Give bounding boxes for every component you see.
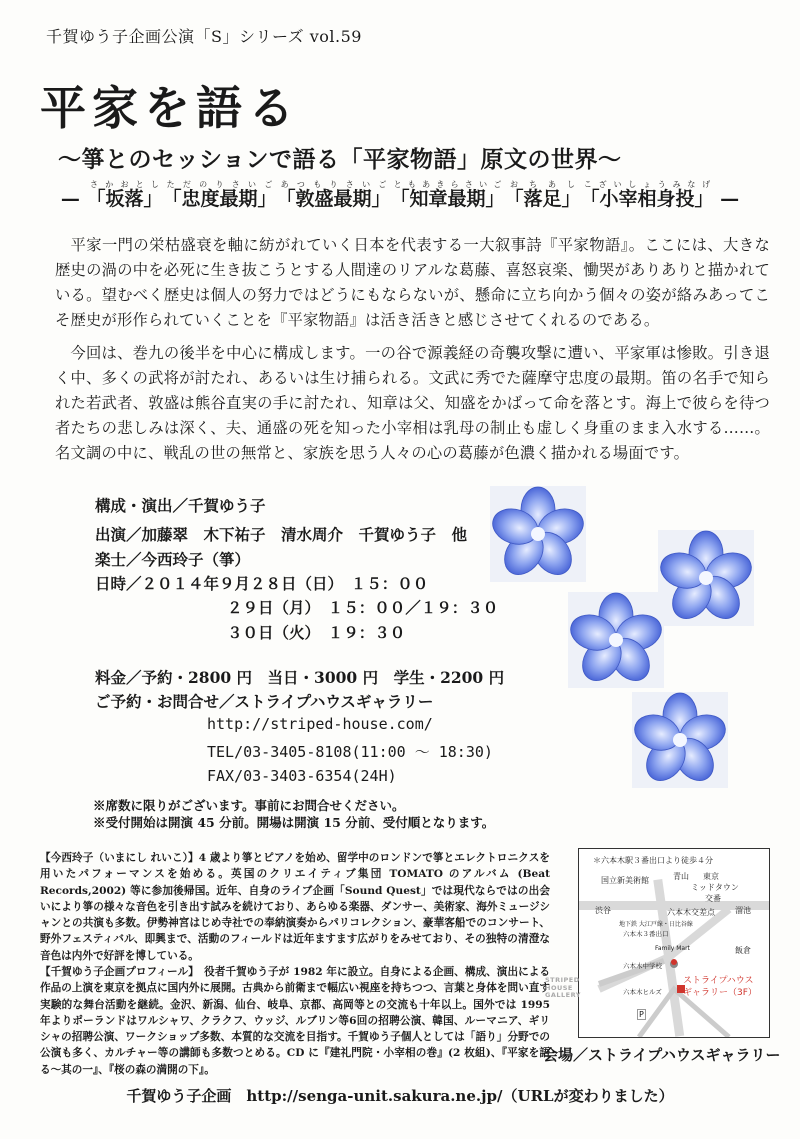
page-subtitle: ～箏とのセッションで語る「平家物語」原文の世界～ [58, 146, 622, 173]
flower-tile [630, 692, 730, 788]
contact-line: ご予約・お問合せ／ストライプハウスギャラリー [95, 692, 434, 711]
fax-number: FAX/03-3403-6354(24H) [207, 767, 397, 785]
venue-label: 会場／ストライプハウスギャラリー [543, 1046, 781, 1064]
flower-tile [656, 530, 756, 626]
gallery-logo: STRIPED HOUSE GALLERY [545, 976, 581, 999]
map-note: ＊六本木駅３番出口より徒歩４分 [593, 856, 713, 865]
chapter-item: 「坂落」さかおとし [86, 180, 163, 210]
chapter-list [0, 180, 800, 211]
flower-tile [488, 486, 588, 582]
chapter-item: 「落足」おちあし [504, 180, 581, 210]
chapters-dash-right: — [720, 188, 740, 210]
parking-icon: P [639, 1010, 644, 1019]
musician-line: 楽士／今西玲子（箏） [95, 550, 251, 569]
composition-line: 構成・演出／千賀ゆう子 [95, 496, 266, 515]
chapter-item: 「敦盛最期」あつもりさいご [276, 180, 391, 210]
seating-note: ※席数に限りがございます。事前にお問合せください。 [93, 798, 405, 813]
cast-line: 出演／加藤翠 木下祐子 清水周介 千賀ゆう子 他 [95, 525, 468, 544]
date-line-1: 日時／２０１４年９月２８日（日） １５：００ [95, 574, 429, 593]
program-paragraph: 今回は、巻九の後半を中心に構成します。一の谷で源義経の奇襲攻撃に遭い、平家軍は惨敗。引き退く中、多くの武将が討たれ、あるいは生け捕られる。文武に秀でた薩摩守忠度の最期。笛の名手で知られた若武者、敦盛は熊谷直実の手に討たれ、知章は父、知盛をかばって命を落とす。海上で彼らを待つ者たちの悲しみは深く、夫、通盛の死を知った小宰相は乳母の制止も虚しく身重のまま入水する……。名文調の中に、戦乱の世の無常と、家族を思う人々の心の葛藤が色濃く描かれる場面です。 [55, 344, 770, 462]
phone-number: TEL/03-3405-8108(11:00 ～ 18:30) [207, 743, 493, 761]
website-link[interactable]: http://striped-house.com/ [207, 715, 433, 733]
chapter-item: 「知章最期」ともあきらさいご [390, 180, 505, 210]
flower-tile [566, 592, 666, 688]
page-title: 平家を語る [40, 81, 300, 135]
intro-paragraph: 平家一門の栄枯盛衰を軸に紡がれていく日本を代表する一大叙事詩『平家物語』。ここには、大きな歴史の渦の中を必死に生き抜こうとする人間達のリアルな葛藤、喜怒哀楽、慟哭がありありと描かれている。望むべく歴史は個人の努力ではどうにもならないが、懸命に立ち向かう個々の姿が絡みあってこそ歴史が形作られていくことを『平家物語』は活き活きと感じさせてくれるのである。 [55, 236, 770, 329]
chapter-item: 「忠度最期」ただのりさいご [162, 180, 277, 210]
chapters-dash-left: — [60, 188, 80, 210]
date-line-3: ３０日（火） １９：３０ [227, 623, 406, 642]
reception-note: ※受付開始は開演 45 分前。開場は開演 15 分前、受付順となります。 [93, 815, 495, 830]
chapter-item: 「小宰相身投」こざいしょうみなげ [580, 180, 714, 210]
price-line: 料金／予約・2800 円 当日・3000 円 学生・2200 円 [95, 668, 505, 687]
series-label: 千賀ゆう子企画公演「S」シリーズ vol.59 [46, 27, 362, 46]
imanishi-profile: 【今西玲子（いまにし れいこ）】4 歳より箏とピアノを始め、留学中のロンドンで箏とエレクトロニクスを用いたパフォーマンスを始める。英国のクリエイティブ集団 TOMATO のアルバム (Beat Records,2002) 等に参加後帰国。近年、自身のライブ企画「Sound Quest」では現代ならではの出会いにより箏の様々な音色を引き出す試みを続けており、あらゆる楽器、ダンサー、美術家、海外ミュージシャンとの共演も多数。伊勢神宮はじめ寺社での奉納演奏からパリコレクション、豪華客船でのコンサート、野外フェスティバル、即興まで、活動のフィールドは近年ますます広がりをみせており、その独特の清澄な音色は内外で好評を博している。 [40, 852, 550, 962]
flower-artwork [478, 480, 768, 800]
venue-map: ＊六本木駅３番出口より徒歩４分 国立新美術館 青山 東京 ミッドタウン 交番 渋谷 六本木交差点 溜池 地下鉄 大江戸線・日比谷線 六本木３番出口 Family Mart 飯倉 六本木中学校 六本木ヒルズ ストライプハウス ギャラリー（3F） P [578, 848, 770, 1038]
senga-profile: 【千賀ゆう子企画プロフィール】 役者千賀ゆう子が 1982 年に設立。自身による企画、構成、演出による作品の上演を東京を拠点に国内外に展開。古典から前衛まで幅広い視座を持ちつつ、言葉と身体を問い直す実験的な舞台活動を継続。金沢、新潟、仙台、岐阜、京都、高岡等との交流も十年以上。国外では 1995 年よりポーランドはワルシャワ、クラクフ、ウッジ、ルブリン等6回の招聘公演、韓国、ルーマニア、ギリシャの招聘公演、ワークショップ多数、本質的な交流を目指す。千賀ゆう子個人としては「語り」分野での公演も多く、カルチャー等の講師も多数つとめる。CD に『建礼門院・小宰相の巻』(2 枚組)、『平家を語る～其の一』、『桜の森の満開の下』。 [40, 966, 550, 1076]
date-line-2: ２９日（月） １５：００／１９：３０ [227, 598, 499, 617]
footer-credit: 千賀ゆう子企画 http://senga-unit.sakura.ne.jp/（URLが変わりました） [126, 1087, 674, 1105]
